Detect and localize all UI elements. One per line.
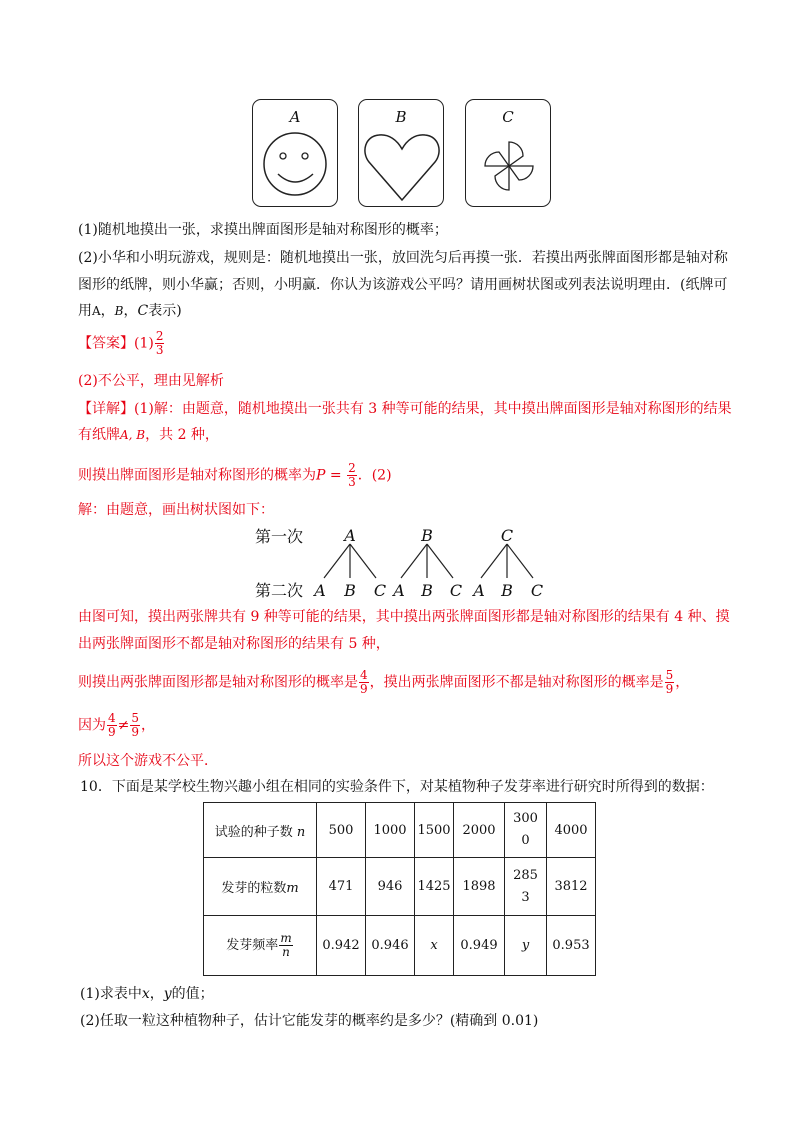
text: ，摸出两张牌面图形不都是轴对称图形的概率是: [369, 674, 664, 691]
card-letter: A: [289, 108, 301, 126]
explain-line-5: 由图可知，摸出两张牌共有 9 种等可能的结果，其中摸出两张牌面图形都是轴对称图形的结果有 4 种、摸: [78, 609, 730, 625]
explain-line-7: [78, 669, 689, 696]
text: ，: [149, 986, 164, 1002]
question-2-line-2: 图形的纸牌，则小华赢；否则，小明赢．你认为该游戏公平吗？请用画树状图或列表法说明理由．(纸牌可: [78, 277, 728, 293]
card-letter: B: [395, 108, 407, 126]
explain-line-2: [78, 425, 219, 445]
tree-top-b: B: [421, 526, 433, 545]
var-b: B: [114, 304, 124, 318]
table-cell: [204, 858, 317, 916]
table-cell: [204, 803, 317, 858]
table-cell: 1425: [415, 858, 454, 916]
text: ，: [141, 717, 156, 734]
fraction: [155, 330, 165, 357]
tree-top-a: A: [344, 526, 356, 545]
table-cell: x: [415, 916, 454, 976]
question-2-line-1: (2)小华和小明玩游戏，规则是：随机地摸出一张，放回洗匀后再摸一张．若摸出两张牌面图形都是轴对称: [78, 250, 728, 266]
card-a: [252, 99, 338, 207]
explain-line-8: [78, 712, 155, 739]
pinwheel-icon: [466, 130, 552, 204]
table-cell: [505, 803, 547, 858]
text: ，: [100, 303, 115, 319]
table-cell: [204, 916, 317, 976]
tree-leaf: A: [473, 581, 485, 600]
text: 用: [78, 303, 92, 319]
text: 的值；: [171, 986, 214, 1002]
question-10-intro: 10．下面是某学校生物兴趣小组在相同的实验条件下，对某植物种子发芽率进行研究时所得到的数据：: [80, 779, 714, 795]
explain-line-9: 所以这个游戏不公平．: [78, 753, 218, 769]
denominator: 9: [108, 725, 116, 739]
numerator: 2: [348, 461, 356, 475]
fraction: [347, 462, 357, 489]
tree-leaf: C: [530, 581, 544, 600]
question-1: (1)随机地摸出一张，求摸出牌面图形是轴对称图形的概率；: [78, 222, 448, 238]
table-cell: 3812: [547, 858, 596, 916]
text: ，: [675, 674, 690, 691]
table-cell: 0.949: [454, 916, 505, 976]
table-row: [204, 916, 596, 976]
heart-icon: [359, 130, 445, 204]
table-cell: 471: [317, 858, 366, 916]
text: (1)解：由题意，随机地摸出一张共有 3 种等可能的结果，其中摸出牌面图形是轴对称图形的结果: [134, 401, 732, 417]
text: 则摸出两张牌面图形都是轴对称图形的概率是: [78, 674, 358, 691]
numerator: 2: [155, 329, 164, 343]
var-x: x: [141, 986, 150, 1002]
var-n: n: [296, 824, 306, 840]
tree-leaf: A: [314, 581, 326, 600]
tree-leaf: C: [373, 581, 387, 600]
table-cell: 4000: [547, 803, 596, 858]
fraction: [359, 669, 369, 696]
answer-label: 【答案】: [78, 335, 134, 352]
table-row: [204, 858, 596, 916]
row-label: 发芽频率: [226, 938, 279, 953]
answer-line-1: [78, 330, 165, 357]
question-10-sub-2: (2)任取一粒这种植物种子，估计它能发芽的概率约是多少？(精确到 0.01): [80, 1013, 539, 1029]
numerator: m: [280, 931, 292, 945]
var-y: y: [163, 986, 172, 1002]
table-cell: 2000: [454, 803, 505, 858]
fraction: [107, 712, 117, 739]
text: ，共 2 种，: [145, 427, 219, 443]
table-cell: 0.942: [317, 916, 366, 976]
tree-diagram: [250, 522, 570, 604]
tree-leaf: B: [421, 581, 433, 600]
tree-leaf: C: [449, 581, 463, 600]
seed-data-table: [203, 802, 596, 976]
table-cell: 500: [317, 803, 366, 858]
cell-text: 0: [521, 833, 530, 848]
numerator: 4: [360, 668, 368, 682]
text: (1): [134, 335, 154, 352]
vars: A, B: [120, 428, 146, 442]
explain-line-4: 解：由题意，画出树状图如下：: [78, 502, 274, 518]
table-cell: 1500: [415, 803, 454, 858]
fraction: [279, 932, 292, 959]
text: 有纸牌: [78, 427, 120, 443]
row-label: 试验的种子数: [214, 824, 293, 840]
fraction: [130, 712, 140, 739]
var-p: P: [316, 467, 326, 484]
not-equal-sign: ≠: [117, 717, 130, 734]
denominator: 3: [348, 475, 356, 489]
explain-line-6: 出两张牌面图形不都是轴对称图形的结果有 5 种，: [78, 636, 390, 652]
numerator: 5: [131, 711, 140, 725]
table-row: [204, 803, 596, 858]
var-a: A: [92, 304, 101, 318]
explain-line-3: [78, 462, 392, 489]
explain-line-1: [78, 399, 732, 419]
table-cell: y: [505, 916, 547, 976]
cell-text: 300: [513, 811, 538, 826]
table-cell: 1898: [454, 858, 505, 916]
fraction: [665, 669, 675, 696]
table-cell: 1000: [366, 803, 415, 858]
row-label: 发芽的粒数: [221, 881, 287, 896]
cell-text: 285: [513, 867, 538, 883]
question-10-sub-1: [80, 984, 214, 1004]
text: 表示): [148, 303, 182, 319]
tree-first-label: 第一次: [255, 527, 304, 546]
text: ，: [123, 303, 138, 319]
text: =: [325, 467, 347, 484]
denominator: 9: [360, 682, 368, 696]
text: 则摸出牌面图形是轴对称图形的概率为: [78, 467, 316, 484]
denominator: 3: [155, 343, 164, 357]
card-letter: C: [502, 108, 514, 126]
tree-leaf: B: [501, 581, 513, 600]
table-cell: [505, 858, 547, 916]
question-2-line-3: [78, 301, 182, 321]
var-m: m: [286, 881, 299, 896]
tree-second-label: 第二次: [255, 581, 304, 600]
table-cell: 0.953: [547, 916, 596, 976]
table-cell: 0.946: [366, 916, 415, 976]
answer-line-2: (2)不公平，理由见解析: [78, 373, 224, 389]
smiley-face-icon: [253, 130, 339, 204]
text: (1)求表中: [80, 986, 142, 1002]
text: ．(2): [357, 467, 392, 484]
denominator: 9: [131, 725, 140, 739]
denominator: n: [282, 945, 290, 959]
card-b: [358, 99, 444, 207]
numerator: 5: [665, 668, 674, 682]
denominator: 9: [665, 682, 674, 696]
tree-top-c: C: [500, 526, 514, 545]
var-c: C: [137, 303, 149, 319]
cell-text: 3: [521, 889, 530, 905]
text: 因为: [78, 717, 106, 734]
numerator: 4: [108, 711, 116, 725]
explain-label: 【详解】: [78, 401, 134, 417]
tree-leaf: A: [393, 581, 405, 600]
tree-leaf: B: [344, 581, 356, 600]
card-c: [465, 99, 551, 207]
table-cell: 946: [366, 858, 415, 916]
